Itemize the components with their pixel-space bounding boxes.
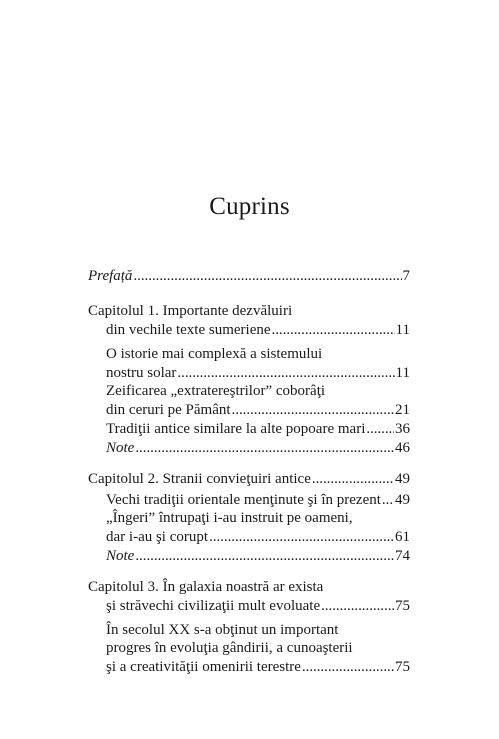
dot-leader — [382, 490, 394, 510]
toc-entry-section[interactable] — [106, 400, 410, 420]
toc-page-number: 75 — [395, 598, 410, 614]
toc-page-number: 75 — [395, 659, 410, 675]
page-title: Cuprins — [209, 193, 290, 220]
toc-section-title: O istorie mai complexă a sistemului — [106, 346, 323, 362]
toc-entry-title: din vechile texte sumeriene — [106, 322, 271, 338]
toc-entry-title: Note — [106, 548, 135, 564]
toc-entry-section[interactable] — [106, 527, 410, 547]
dot-leader — [302, 657, 394, 677]
toc-entry-section[interactable] — [106, 419, 410, 439]
toc-page-number: 49 — [395, 471, 410, 487]
toc-entry-section[interactable] — [106, 363, 410, 383]
dot-leader — [133, 266, 401, 286]
toc-page-number: 11 — [395, 322, 410, 338]
toc-section-title: „Îngeri” întrupaţi i-au instruit pe oameni, — [106, 510, 353, 526]
dot-leader — [177, 363, 394, 383]
dot-leader — [312, 469, 394, 489]
toc-entry-title: Note — [106, 440, 135, 456]
dot-leader — [135, 438, 394, 458]
toc-page-number: 46 — [395, 440, 410, 456]
toc-entry-title: şi a creativităţii omenirii terestre — [106, 659, 301, 675]
toc-chapter-1-title: Capitolul 1. Importante dezvăluiri — [88, 303, 293, 319]
toc-entry-section[interactable] — [106, 657, 410, 677]
toc-entry-title: nostru solar — [106, 365, 177, 381]
toc-entry-chapter-1[interactable] — [106, 320, 410, 340]
toc-entry-title: dar i-au şi corupt — [106, 529, 209, 545]
toc-section-title: În secolul XX s-a obţinut un important — [106, 622, 339, 638]
dot-leader — [272, 320, 395, 340]
toc-chapter-3-title: Capitolul 3. În galaxia noastră ar exista — [88, 579, 324, 595]
dot-leader — [135, 546, 394, 566]
dot-leader — [232, 400, 394, 420]
toc-section-title: progres în evoluţia gândirii, a cunoaşterii — [106, 640, 353, 656]
toc-section-title: Zeificarea „extratereştrilor” coborâţi — [106, 383, 326, 399]
toc-page-number: 61 — [395, 529, 410, 545]
toc-entry-prefata[interactable] — [88, 266, 410, 286]
toc-entry-title: Vechi tradiţii orientale menţinute şi în prezent — [106, 492, 381, 508]
dot-leader — [366, 419, 394, 439]
dot-leader — [209, 527, 394, 547]
dot-leader — [321, 596, 394, 616]
toc-entry-title: Tradiţii antice similare la alte popoare mari — [106, 421, 366, 437]
toc-entry-notes[interactable] — [106, 438, 410, 458]
toc-page-number: 36 — [395, 421, 410, 437]
toc-entry-chapter-3[interactable] — [106, 596, 410, 616]
toc-entry-notes[interactable] — [106, 546, 410, 566]
toc-entry-title: Prefață — [88, 268, 133, 284]
toc-page-number: 74 — [395, 548, 410, 564]
toc-page-number: 49 — [395, 492, 410, 508]
toc-entry-chapter-2[interactable] — [88, 469, 410, 489]
toc-entry-section[interactable] — [106, 490, 410, 510]
toc-page-number: 7 — [402, 268, 410, 284]
toc-page-number: 21 — [395, 402, 410, 418]
toc-entry-title: din ceruri pe Pământ — [106, 402, 231, 418]
toc-page-number: 11 — [395, 365, 410, 381]
toc-entry-title: şi străvechi civilizaţii mult evoluate — [106, 598, 321, 614]
toc-entry-title: Capitolul 2. Stranii convieţuiri antice — [88, 471, 311, 487]
